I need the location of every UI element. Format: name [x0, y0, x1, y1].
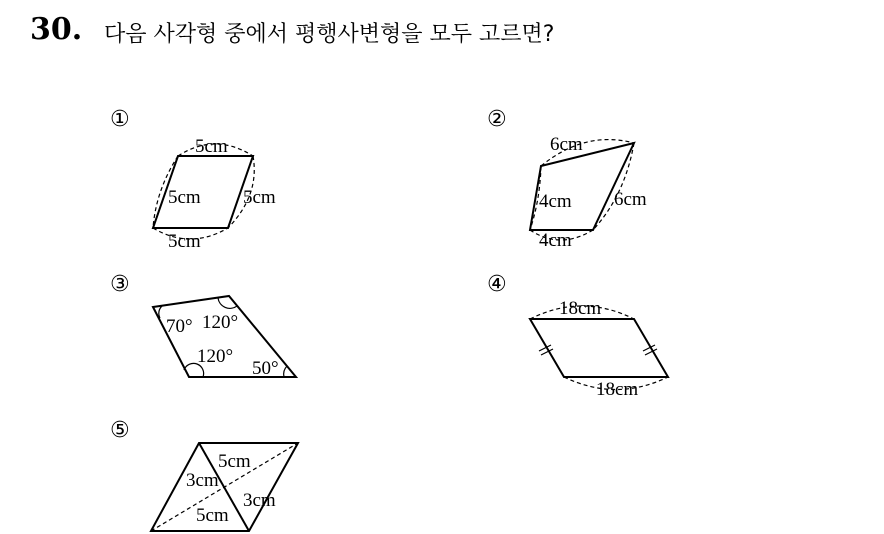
figure-4	[530, 298, 668, 400]
figure-3	[153, 296, 296, 379]
figure-4-label-bottom: 18cm	[596, 379, 639, 400]
figure-3-angle-arc-1	[159, 306, 162, 318]
figure-3-angle-bottom-right: 50°	[252, 358, 279, 379]
choice-2-marker[interactable]: ②	[487, 107, 507, 132]
figure-1-label-top: 5cm	[195, 136, 228, 157]
choice-5-marker[interactable]: ⑤	[110, 418, 130, 443]
figure-2-label-top: 6cm	[550, 134, 583, 155]
choice-1-marker[interactable]: ①	[110, 107, 130, 132]
figure-4-label-top: 18cm	[559, 298, 602, 319]
figure-1-label-left: 5cm	[168, 187, 201, 208]
figure-2-label-bottom: 4cm	[539, 230, 572, 251]
figure-5-label-right: 3cm	[243, 490, 276, 511]
figure-2-shape	[530, 143, 634, 230]
figure-2-label-right: 6cm	[614, 189, 647, 210]
figure-5-label-lower: 5cm	[196, 505, 229, 526]
choice-3-marker[interactable]: ③	[110, 272, 130, 297]
figure-3-angle-top-left: 70°	[166, 316, 193, 337]
figure-3-angle-top-right: 120°	[202, 312, 239, 333]
figure-2-label-left: 4cm	[539, 191, 572, 212]
choice-4-marker[interactable]: ④	[487, 272, 507, 297]
figure-5-label-left: 3cm	[186, 470, 219, 491]
question-text: 다음 사각형 중에서 평행사변형을 모두 고르면?	[104, 22, 555, 47]
question-number: 30.	[30, 12, 83, 47]
figure-5	[151, 443, 298, 531]
figure-2	[530, 134, 647, 251]
figure-3-angle-bottom-left: 120°	[197, 346, 234, 367]
figure-1	[153, 136, 276, 252]
figure-3-angle-arc-4	[284, 366, 287, 377]
figure-1-label-bottom: 5cm	[168, 231, 201, 252]
figure-1-label-right: 5cm	[243, 187, 276, 208]
figure-4-shape	[530, 319, 668, 377]
figure-5-label-upper: 5cm	[218, 451, 251, 472]
